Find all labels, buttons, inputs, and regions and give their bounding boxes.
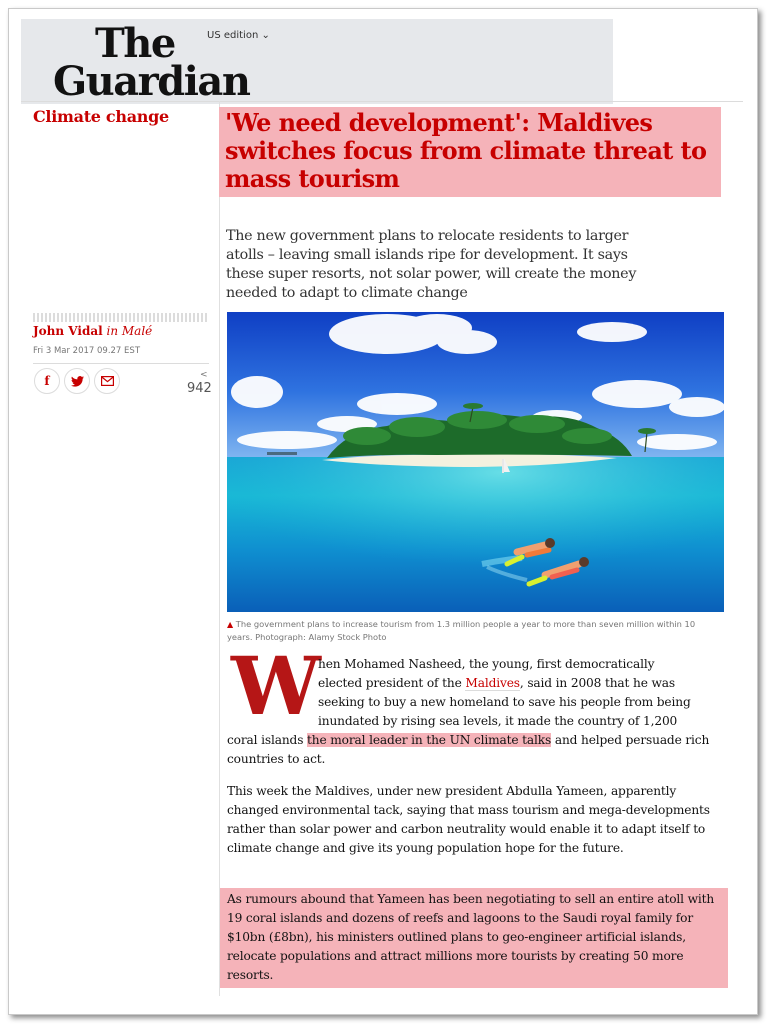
column-divider — [219, 101, 220, 996]
share-count-icon: < — [200, 370, 208, 380]
p1-tail-post: and helped persuade rich countries to act. — [227, 733, 710, 766]
paragraph-1-tail — [227, 731, 727, 769]
p1-line-2 — [318, 674, 728, 693]
caption-triangle-icon: ▲ — [227, 620, 234, 629]
author-link[interactable]: John Vidal — [33, 324, 103, 338]
email-icon — [101, 376, 114, 386]
p1-line-1: hen Mohamed Nasheed, the young, first democratically — [318, 657, 655, 671]
facebook-icon: f — [44, 374, 50, 388]
byline-divider — [33, 313, 209, 322]
p1-line-2-text: elected president of the — [318, 676, 466, 690]
tropical-island-photo — [227, 312, 724, 612]
article-main-image[interactable] — [227, 312, 724, 612]
p1-line-2-tail: , said in 2008 that he was — [519, 676, 676, 690]
edition-selector[interactable]: US edition ⌄ — [207, 30, 270, 41]
caption-text: The government plans to increase tourism from 1.3 million people a year to more than seven million within 10 years. Photograph: Alamy Stock Photo — [227, 619, 696, 642]
share-count: 942 — [187, 381, 212, 396]
header-divider — [21, 101, 743, 102]
byline — [33, 324, 152, 338]
maldives-link[interactable]: Maldives — [465, 676, 520, 690]
page-title: 'We need development': Maldives switches focus from climate threat to mass tourism — [219, 107, 721, 197]
page-frame — [8, 8, 758, 1015]
publish-date: Fri 3 Mar 2017 09.27 EST — [33, 346, 141, 356]
email-share-button[interactable] — [94, 368, 120, 394]
highlighted-text: the moral leader in the UN climate talks — [307, 733, 552, 747]
p1-tail-pre: coral islands — [227, 733, 308, 747]
twitter-share-button[interactable] — [64, 368, 90, 394]
byline-location: in Malé — [102, 324, 153, 338]
p1-line-4: inundated by rising sea levels, it made the country of 1,200 — [318, 714, 678, 728]
logo-line-2: Guardian — [53, 58, 250, 105]
facebook-share-button[interactable] — [34, 368, 60, 394]
standfirst: The new government plans to relocate residents to larger atolls – leaving small islands ripe for development. It says these super resorts, not solar power, will create the money needed to adapt to climate change — [226, 228, 637, 301]
paragraph-2: This week the Maldives, under new president Abdulla Yameen, apparently changed environmental tack, saying that mass tourism and mega-developments rather than solar power and carbon neutrality would enable it to adapt itself to climate change and give its young population hope for the future. — [227, 784, 710, 855]
share-divider — [33, 363, 209, 364]
paragraph-3: As rumours abound that Yameen has been negotiating to sell an entire atoll with 19 coral islands and dozens of reefs and lagoons to the Saudi royal family for $10bn (£8bn), his ministers outlined plans to geo-engineer artificial islands, relocate populations and attract millions more tourists by creating 50 more resorts. — [227, 892, 715, 982]
logo-line-1: The — [95, 20, 175, 67]
twitter-icon — [71, 376, 84, 387]
masthead — [21, 19, 613, 104]
p1-line-3: seeking to buy a new homeland to save his people from being — [318, 695, 691, 709]
drop-cap: W — [231, 639, 321, 733]
section-label[interactable]: Climate change — [33, 107, 169, 126]
paragraph-1-lead — [318, 655, 728, 731]
